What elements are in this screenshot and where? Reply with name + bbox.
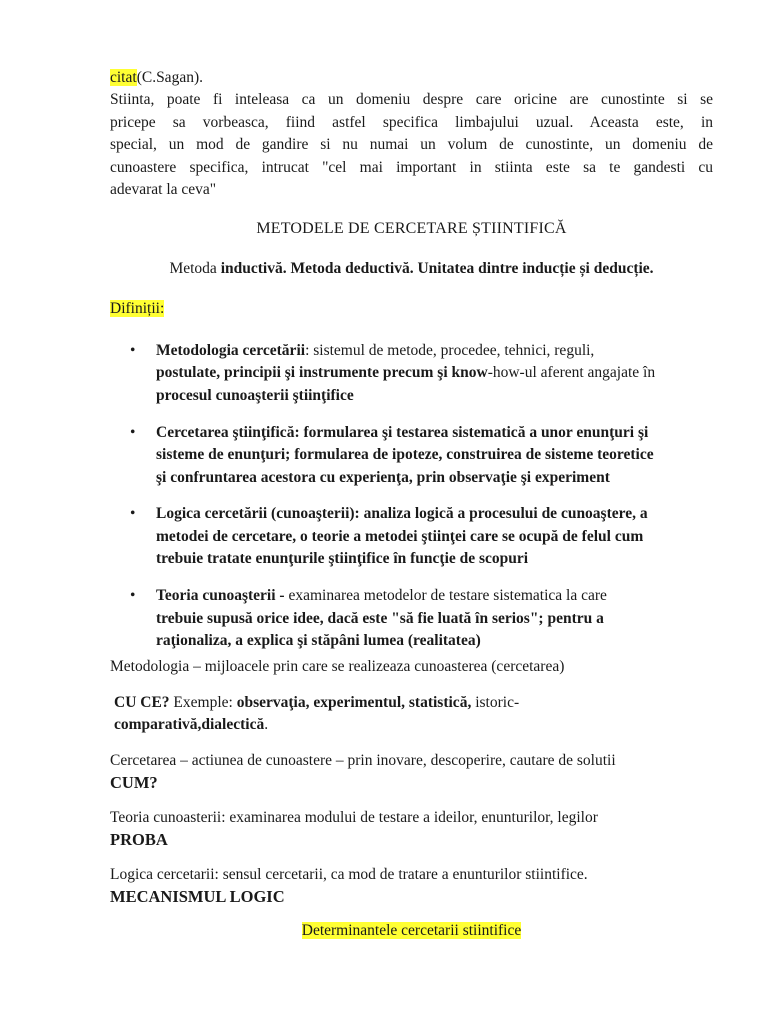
definition-text: şi confruntarea acestora cu experienţa, prin observaţie şi experiment	[156, 468, 610, 486]
definition-term: Cercetarea ştiinţifică:	[156, 423, 300, 441]
intro-line-4: cunoastere specifica, intrucat "cel mai important in stiinta este sa te gandesti cu	[110, 158, 713, 176]
logica-text: Logica cercetarii: sensul cercetarii, ca mod de tratare a enunturilor stiintifice.	[110, 866, 588, 883]
citat-highlight: citat	[110, 69, 137, 86]
list-item	[130, 585, 720, 652]
intro-line-2: pricepe sa vorbeasca, fiind astfel specifica limbajului uzual. Aceasta este, in	[110, 113, 713, 131]
cercetarea-keyword: CUM?	[110, 773, 158, 793]
definitions-highlight: Difiniții:	[110, 300, 165, 317]
definition-term: Teoria cunoaşterii -	[156, 587, 285, 605]
determinantele-heading	[110, 922, 713, 940]
cu-ce-items-2: comparativă,dialectică	[114, 716, 265, 734]
definition-text: formularea şi testarea sistematică a unor enunţuri şi	[299, 423, 649, 441]
bullet-icon: •	[130, 505, 136, 523]
teoria-keyword: PROBA	[110, 830, 168, 850]
cu-ce-items: observaţia, experimentul, statistică,	[236, 694, 472, 711]
determinantele-highlight: Determinantele cercetarii stiintifice	[301, 922, 522, 939]
definition-text: metodei de cercetare, o teorie a metodei ştiinţei care se ocupă de felul cum	[156, 527, 644, 545]
logica-block	[110, 864, 730, 910]
bullet-icon: •	[130, 587, 136, 605]
definition-term: Metodologia cercetării	[156, 342, 306, 359]
definition-text-bold: procesul cunoaşterii ştiinţifice	[156, 386, 354, 404]
citat-source: (C.Sagan).	[136, 69, 203, 86]
teoria-block	[110, 807, 730, 853]
list-item	[130, 422, 720, 489]
logica-keyword: MECANISMUL LOGIC	[110, 887, 285, 907]
definition-text-bold: postulate, principii şi instrumente precum şi know	[156, 364, 488, 382]
definition-text: trebuie supusă orice idee, dacă este "să fie luată în serios"; pentru a	[156, 609, 604, 627]
definition-text: trebuie tratate enunţurile ştiinţifice în funcţie de scopuri	[156, 550, 529, 568]
teoria-text: Teoria cunoasterii: examinarea modului de testare a ideilor, enunturilor, legilor	[110, 809, 598, 826]
cu-ce-istoric: istoric-	[471, 694, 520, 711]
bullet-icon: •	[130, 342, 136, 359]
list-item	[130, 503, 720, 570]
definitions-list	[130, 340, 720, 667]
intro-line-5: adevarat la ceva"	[110, 181, 217, 199]
definition-text: : sistemul de metode, procedee, tehnici, reguli,	[305, 342, 595, 359]
definition-text: raţionaliza, a explica şi stăpâni lumea (realitatea)	[156, 631, 481, 649]
cercetarea-text: Cercetarea – actiunea de cunoastere – prin inovare, descoperire, cautare de solutii	[110, 752, 616, 769]
cu-ce-exemple: Exemple:	[169, 694, 237, 711]
metodologia-line: Metodologia – mijloacele prin care se realizeaza cunoasterea (cercetarea)	[110, 658, 565, 675]
list-item	[130, 340, 720, 407]
definition-term: Logica cercetării	[156, 505, 268, 523]
cu-ce-block	[114, 692, 734, 737]
bullet-icon: •	[130, 423, 136, 441]
section-subtitle	[110, 260, 713, 278]
section-title: METODELE DE CERCETARE ȘTIINTIFICĂ	[256, 220, 567, 237]
subtitle-first-word: Metoda	[169, 260, 217, 277]
cu-ce-label: CU CE?	[114, 694, 170, 711]
definition-text: examinarea metodelor de testare sistematica la care	[284, 587, 607, 605]
cu-ce-end: .	[264, 716, 269, 734]
citat-line	[110, 67, 713, 89]
definitions-label	[110, 300, 164, 318]
intro-section	[110, 67, 713, 201]
definition-text: (cunoaşterii): analiza logică a procesului de cunoaştere, a	[267, 505, 648, 523]
subtitle-rest: inductivă. Metoda deductivă. Unitatea dintre inducție și deducție.	[220, 260, 654, 277]
intro-line-1: Stiinta, poate fi inteleasa ca un domeniu despre care oricine are cunostinte si se	[110, 91, 713, 109]
definition-text: sisteme de enunţuri; formularea de ipoteze, construirea de sisteme teoretice	[156, 446, 654, 464]
definition-text: -how-ul aferent angajate în	[487, 364, 656, 382]
intro-line-3: special, un mod de gandire si nu numai un volum de cunostinte, un domeniu de	[110, 136, 713, 154]
cercetarea-block	[110, 750, 730, 796]
